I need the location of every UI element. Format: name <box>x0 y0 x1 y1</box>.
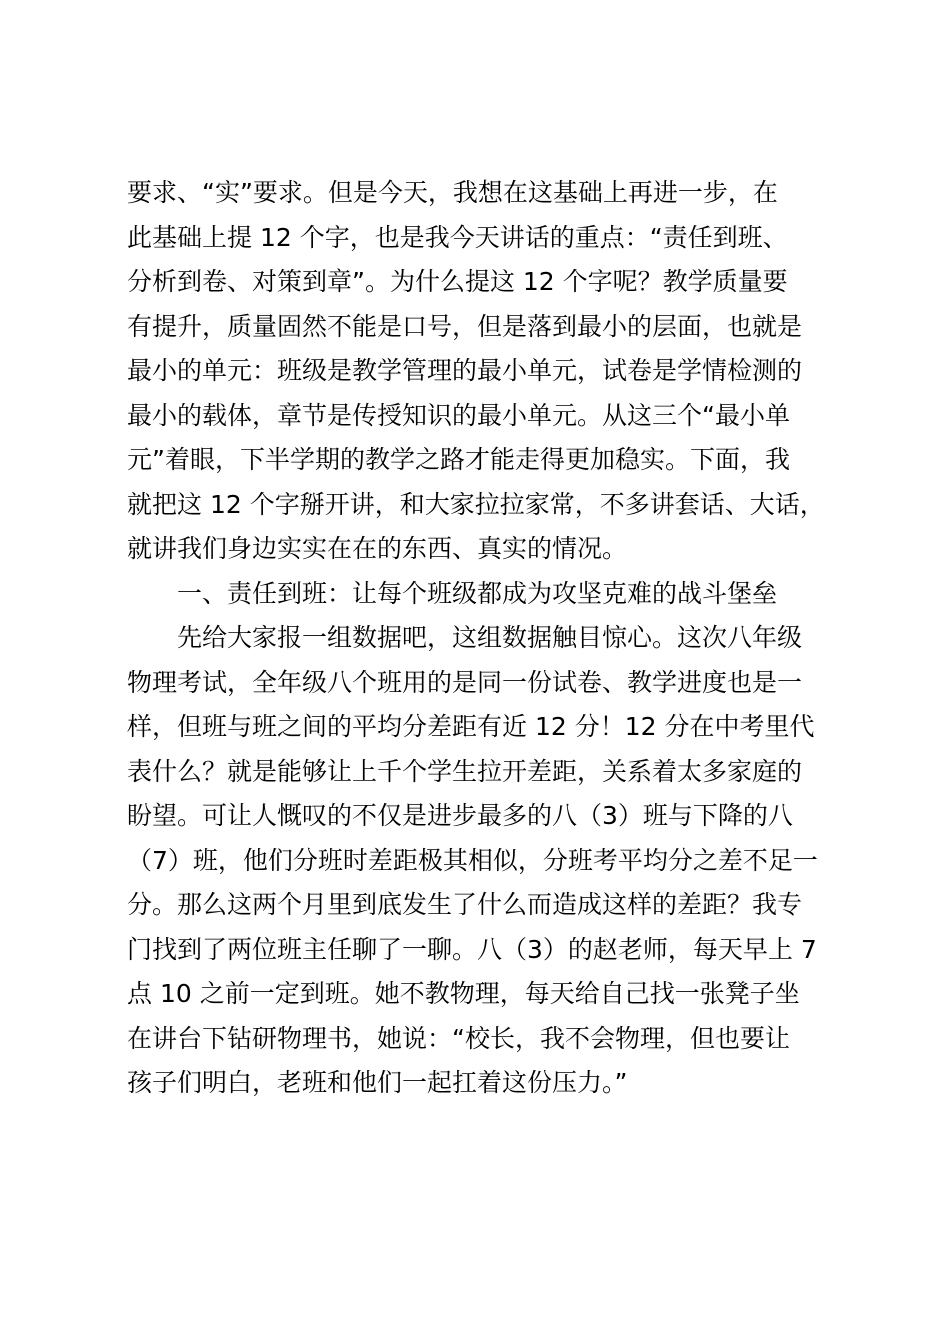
text-line: 分析到卷、对策到章”。为什么提这 12 个字呢？教学质量要 <box>127 267 788 296</box>
text-line: 要求、“实”要求。但是今天，我想在这基础上再进一步，在 <box>127 178 778 207</box>
text-line: 盼望。可让人慨叹的不仅是进步最多的八（3）班与下降的八 <box>127 801 793 830</box>
text-line: 最小的单元：班级是教学管理的最小单元，试卷是学情检测的 <box>127 356 803 385</box>
text-line: 表什么？就是能够让上千个学生拉开差距，关系着太多家庭的 <box>127 756 803 786</box>
text-line: 此基础上提 12 个字，也是我今天讲话的重点：“责任到班、 <box>127 222 788 252</box>
section-heading: 一、责任到班：让每个班级都成为攻坚克难的战斗堡垒 <box>177 578 778 608</box>
text-line: 最小的载体，章节是传授知识的最小单元。从这三个“最小单 <box>127 400 790 430</box>
text-line: 就讲我们身边实实在在的东西、真实的情况。 <box>127 534 628 563</box>
text-line: 先给大家报一组数据吧，这组数据触目惊心。这次八年级 <box>177 623 803 652</box>
text-line: 就把这 12 个字掰开讲，和大家拉拉家常，不多讲套话、大话， <box>127 489 825 519</box>
text-line: 元”着眼，下半学期的教学之路才能走得更加稳实。下面，我 <box>127 445 790 474</box>
body-text <box>127 171 839 1106</box>
text-line: 点 10 之前一定到班。她不教物理，每天给自己找一张凳子坐 <box>127 979 800 1008</box>
text-line: 孩子们明白，老班和他们一起扛着这份压力。” <box>127 1068 628 1097</box>
text-line: 样，但班与班之间的平均分差距有近 12 分！12 分在中考里代 <box>127 712 815 741</box>
text-line: 物理考试，全年级八个班用的是同一份试卷、教学进度也是一 <box>127 667 803 697</box>
text-line: 有提升，质量固然不能是口号，但是落到最小的层面，也就是 <box>127 311 803 341</box>
text-line: 门找到了两位班主任聊了一聊。八（3）的赵老师，每天早上 7 <box>127 934 817 964</box>
text-line: 分。那么这两个月里到底发生了什么而造成这样的差距？我专 <box>127 890 803 919</box>
text-line: 在讲台下钻研物理书，她说：“校长，我不会物理，但也要让 <box>127 1023 790 1053</box>
text-line: （7）班，他们分班时差距极其相似，分班考平均分之差不足一 <box>127 845 818 875</box>
